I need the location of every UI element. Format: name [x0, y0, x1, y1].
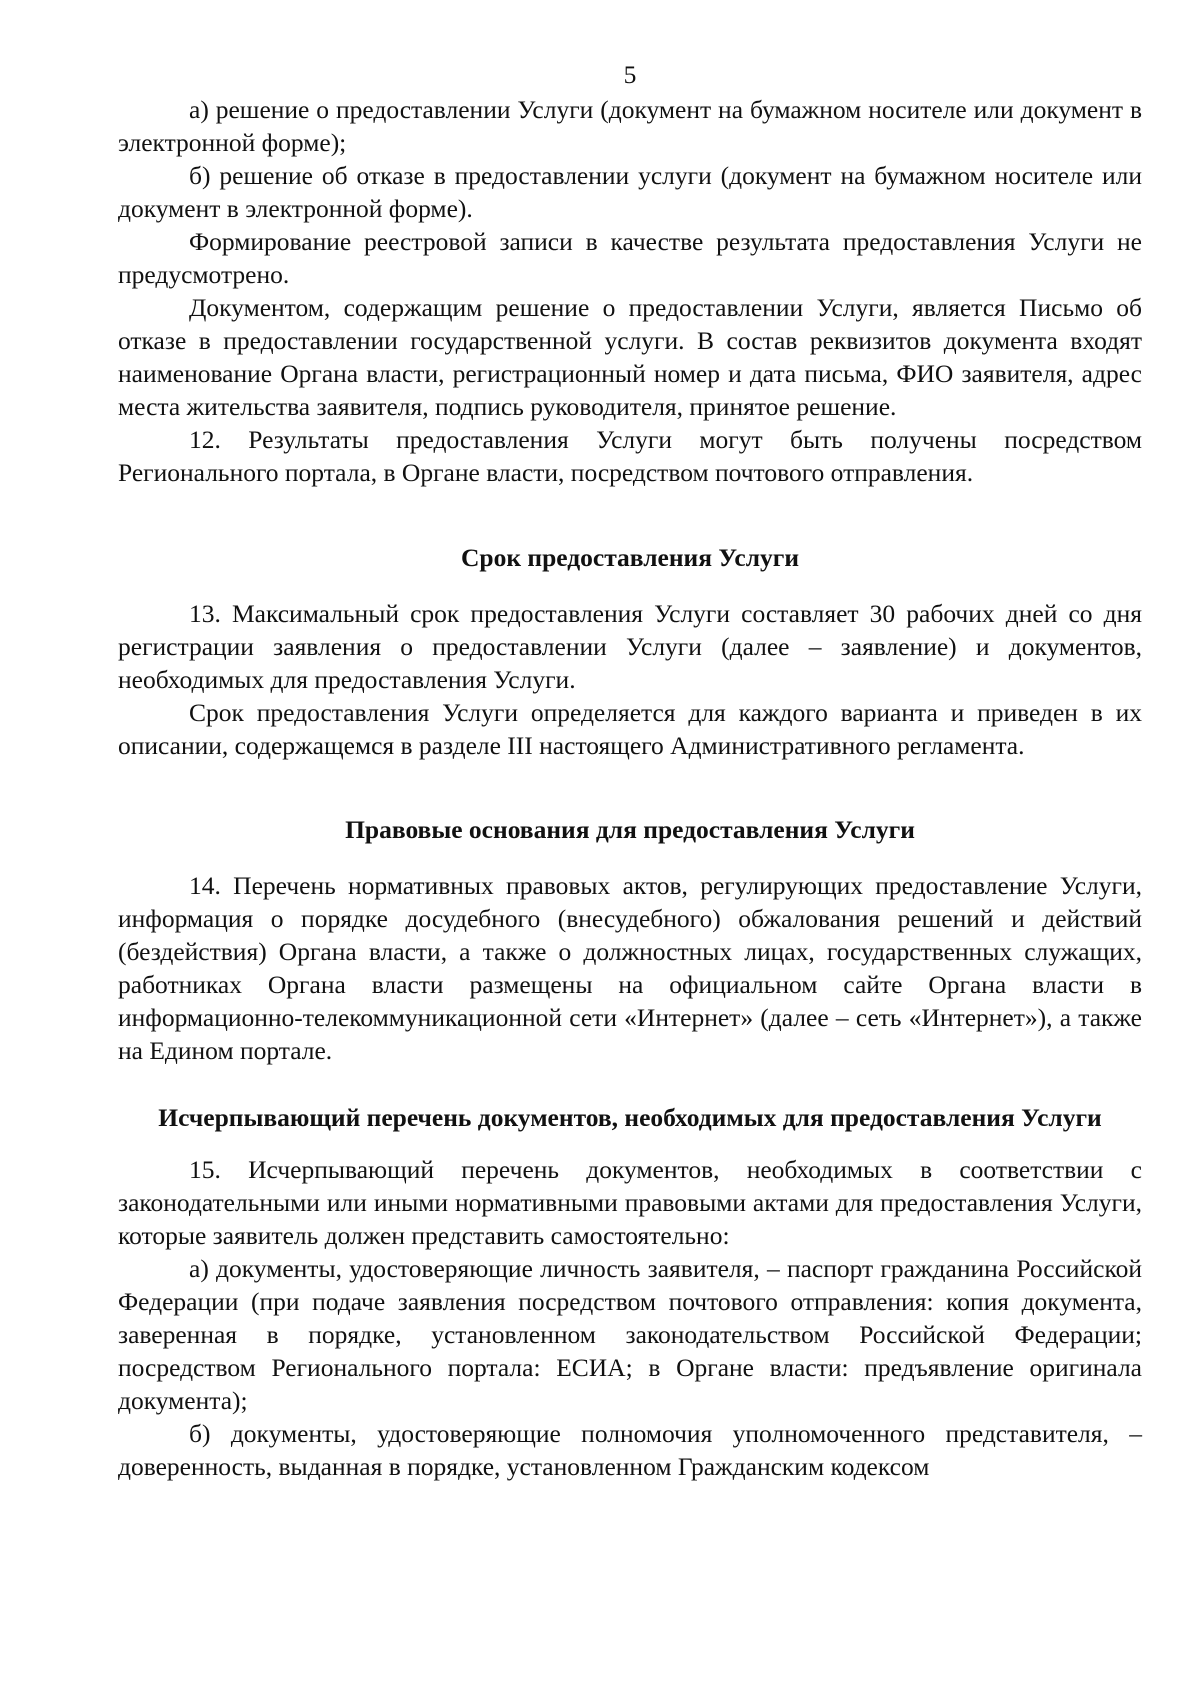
page-number: 5	[623, 60, 637, 89]
paragraph-registry-record: Формирование реестровой записи в качестве результата предоставления Услуги не предусмотрено.	[118, 227, 1142, 289]
paragraph-item-15: 15. Исчерпывающий перечень документов, необходимых в соответствии с законодательными или иными нормативными правовыми актами для предоставления Услуги, которые заявитель должен представить самостоятельно:	[118, 1155, 1142, 1250]
paragraph-result-b: б) решение об отказе в предоставлении услуги (документ на бумажном носителе или документ в электронной форме).	[118, 161, 1142, 223]
paragraph-decision-document: Документом, содержащим решение о предоставлении Услуги, является Письмо об отказе в предоставлении государственной услуги. В состав реквизитов документа входят наименование Органа власти, регистрационный номер и дата письма, ФИО заявителя, адрес места жительства заявителя, подпись руководителя, принятое решение.	[118, 293, 1142, 421]
paragraph-docs-b: б) документы, удостоверяющие полномочия уполномоченного представителя, – доверенность, выданная в порядке, установленном Гражданским кодексом	[118, 1419, 1142, 1481]
section-results	[118, 93, 1142, 489]
paragraph-item-14: 14. Перечень нормативных правовых актов, регулирующих предоставление Услуги, информация о порядке досудебного (внесудебного) обжалования решений и действий (бездействия) Органа власти, а также о должностных лицах, государственных служащих, работниках Органа власти размещены на официальном сайте Органа власти в информационно-телекоммуникационной сети «Интернет» (далее – сеть «Интернет»), а также на Едином портале.	[118, 871, 1142, 1065]
paragraph-item-13: 13. Максимальный срок предоставления Услуги составляет 30 рабочих дней со дня регистрации заявления о предоставлении Услуги (далее – заявление) и документов, необходимых для предоставления Услуги.	[118, 599, 1142, 694]
paragraph-term-variants: Срок предоставления Услуги определяется для каждого варианта и приведен в их описании, содержащемся в разделе III настоящего Административного регламента.	[118, 698, 1142, 760]
paragraph-result-a: а) решение о предоставлении Услуги (документ на бумажном носителе или документ в электронной форме);	[118, 95, 1142, 157]
section-document-list	[118, 1153, 1142, 1483]
section-legal-grounds	[118, 869, 1142, 1067]
paragraph-item-12: 12. Результаты предоставления Услуги могут быть получены посредством Регионального портала, в Органе власти, посредством почтового отправления.	[118, 425, 1142, 487]
heading-legal-grounds: Правовые основания для предоставления Услуги	[345, 815, 915, 844]
paragraph-docs-a: а) документы, удостоверяющие личность заявителя, – паспорт гражданина Российской Федерации (при подаче заявления посредством почтового отправления: копия документа, заверенная в порядке, установленном законодательством Российской Федерации; посредством Регионального портала: ЕСИА; в Органе власти: предъявление оригинала документа);	[118, 1254, 1142, 1415]
heading-service-term: Срок предоставления Услуги	[460, 543, 800, 572]
section-service-term	[118, 597, 1142, 762]
heading-document-list: Исчерпывающий перечень документов, необходимых для предоставления Услуги	[158, 1103, 1102, 1132]
